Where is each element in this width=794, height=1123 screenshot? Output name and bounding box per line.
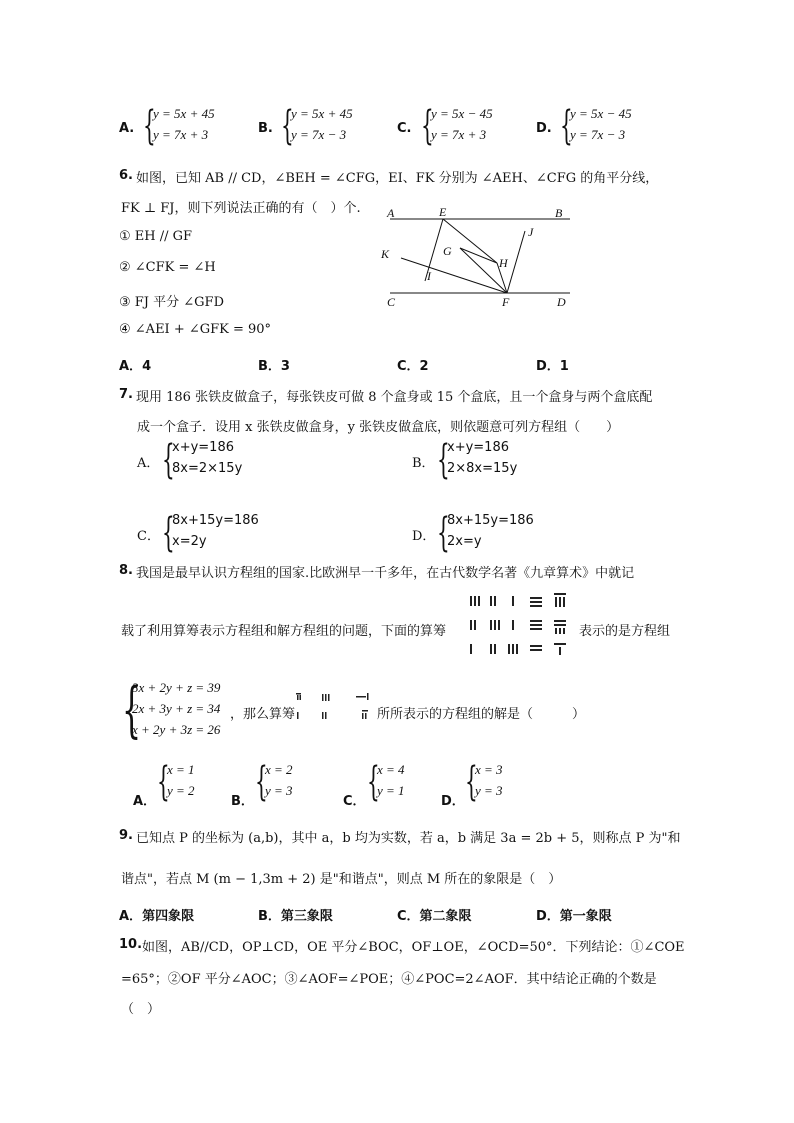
q7-option-d-label: D． <box>412 529 436 544</box>
q6-fig-label-h: H <box>499 256 508 270</box>
q6-figure <box>375 203 575 311</box>
q6-option-c: C．2 <box>397 359 429 374</box>
q6-fig-label-j: J <box>528 225 534 239</box>
q6-fig-label-d: D <box>557 295 566 309</box>
q8-line3-b: 所所表示的方程组的解是（ ） <box>377 707 586 722</box>
q8-line3-a: ，那么算筹 <box>230 707 296 722</box>
q6-option-b: B．3 <box>258 359 290 374</box>
q7-option-c-label: C． <box>137 529 160 544</box>
q6-number: 6. <box>119 168 133 183</box>
q8-option-b-label: B． <box>231 794 254 809</box>
q8-option-a-label: A． <box>133 794 157 809</box>
q6-fig-label-g: G <box>443 244 452 258</box>
q6-statement-2: ② ∠CFK = ∠H <box>119 260 216 275</box>
q8-line2-b: 表示的是方程组 <box>579 624 671 639</box>
q10-line1: 如图，AB//CD，OP⊥CD，OE 平分∠BOC，OF⊥OE，∠OCD=50°．下列结论：①∠COE <box>142 940 685 955</box>
q6-line1: 如图，已知 AB // CD，∠BEH = ∠CFG，EI、FK 分别为 ∠AEH、∠CFG 的角平分线， <box>136 171 659 186</box>
q6-fig-label-b: B <box>555 206 563 220</box>
q6-line2: FK ⊥ FJ，则下列说法正确的有（ ）个. <box>121 201 361 216</box>
q6-option-a: A．4 <box>119 359 152 374</box>
q9-line1: 已知点 P 的坐标为 (a,b)，其中 a，b 均为实数，若 a，b 满足 3a = 2b + 5，则称点 P 为"和 <box>136 831 681 846</box>
q5-option-c-label: C. <box>397 121 412 136</box>
q6-statement-1: ① EH // GF <box>119 229 193 244</box>
q7-line2: 成一个盒子．设用 x 张铁皮做盒身，y 张铁皮做盒底，则依题意可列方程组（ ） <box>137 420 620 435</box>
q10-line2: =65°；②OF 平分∠AOC；③∠AOF=∠POE；④∠POC=2∠AOF．其中结论正确的个数是 <box>121 972 657 987</box>
q8-counting-rods-small <box>294 692 374 724</box>
q6-fig-label-f: F <box>502 295 510 309</box>
q9-number: 9. <box>119 828 133 843</box>
q6-fig-label-k: K <box>381 247 390 261</box>
q5-option-a-label: A. <box>119 121 135 136</box>
q8-option-d-label: D． <box>441 794 465 809</box>
q6-fig-label-c: C <box>387 295 396 309</box>
q9-line2: 谐点"，若点 M (m − 1,3m + 2) 是"和谐点"，则点 M 所在的象限是（ ） <box>121 872 562 887</box>
q6-fig-label-i: I <box>427 269 431 283</box>
q6-fig-label-e: E <box>439 205 447 219</box>
q6-option-d: D．1 <box>536 359 569 374</box>
q9-option-d: D．第一象限 <box>536 909 612 924</box>
q8-option-c-label: C． <box>343 794 366 809</box>
q9-option-c: C．第二象限 <box>397 909 472 924</box>
q8-line2-a: 载了利用算筹表示方程组和解方程组的问题，下面的算筹 <box>121 624 447 639</box>
q9-option-a: A．第四象限 <box>119 909 195 924</box>
q9-option-b: B．第三象限 <box>258 909 333 924</box>
q5-option-d-label: D. <box>536 121 552 136</box>
q5-option-b-label: B. <box>258 121 273 136</box>
q7-option-b-label: B． <box>412 456 435 471</box>
q10-line3: （ ） <box>121 1002 161 1017</box>
q7-line1: 现用 186 张铁皮做盒子，每张铁皮可做 8 个盒身或 15 个盒底，且一个盒身与两个盒底配 <box>136 390 653 405</box>
q7-option-a-label: A． <box>137 456 160 471</box>
q8-counting-rods-large <box>468 590 576 660</box>
q6-statement-3: ③ FJ 平分 ∠GFD <box>119 295 225 310</box>
q8-number: 8. <box>119 563 133 578</box>
q10-number: 10. <box>119 937 143 952</box>
q6-statement-4: ④ ∠AEI + ∠GFK = 90° <box>119 322 272 337</box>
q6-fig-label-a: A <box>387 206 395 220</box>
q7-number: 7. <box>119 387 133 402</box>
q8-line1: 我国是最早认识方程组的国家.比欧洲早一千多年，在古代数学名著《九章算术》中就记 <box>136 566 635 581</box>
